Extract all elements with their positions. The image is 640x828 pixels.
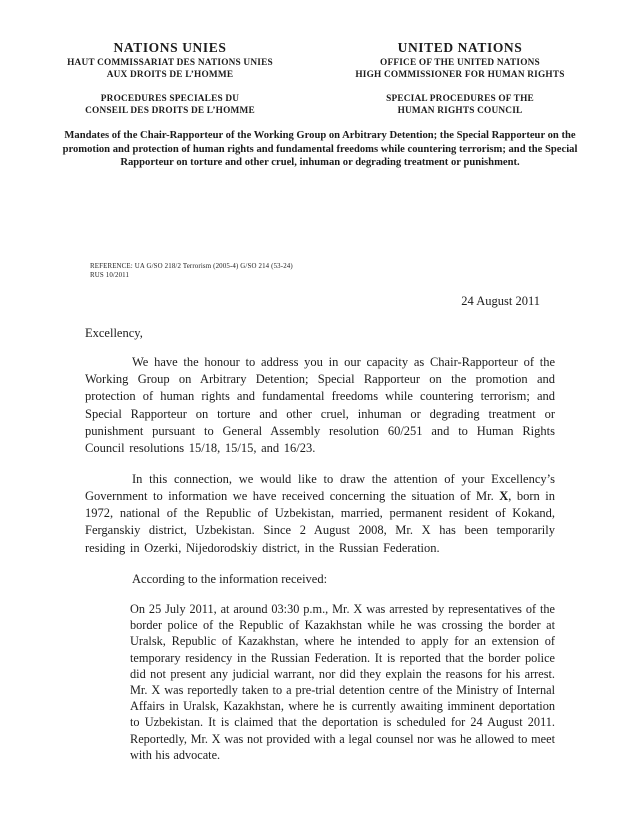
salutation: Excellency,: [85, 325, 143, 340]
letter-date: 24 August 2011: [461, 293, 540, 308]
paragraph-case-intro-seg2: , born in 1972, national of the Republic of Uzbekistan, married, permanent resident of Kokand, Ferganskiy district, Uzbekistan. Since 2 August 2008, Mr. X has been temporarily residing in Ozerki, Nijedorodskiy district, in the Russian Federation.: [85, 488, 555, 555]
paragraph-mandate-intro: We have the honour to address you in our capacity as Chair-Rapporteur of the Working Group on Arbitrary Detention; Special Rapporteur on the promotion and protection of human rights and fundamental freedoms while countering terrorism; and Special Rapporteur on torture and other cruel, inhuman or degrading treatment or punishment pursuant to General Assembly resolution 60/251 and to Human Rights Council resolutions 15/18, 15/15, and 16/23.: [85, 354, 555, 456]
letterhead-french-title: NATIONS UNIES: [113, 40, 227, 55]
letterhead-english-title: UNITED NATIONS: [397, 40, 523, 55]
letterhead-english-sub4: HUMAN RIGHTS COUNCIL: [397, 105, 523, 116]
letter-body: [0, 325, 640, 763]
letterhead-english-sub3: SPECIAL PROCEDURES OF THE: [386, 94, 534, 104]
allegation-paragraph: On 25 July 2011, at around 03:30 p.m., Mr. X was arrested by representatives of the border police of the Republic of Kazakhstan while he was crossing the border at Uralsk, Republic of Kazakhstan, where he intended to apply for an extension of temporary residency in the Russian Federation. It is reported that the border police did not present any judicial warrant, nor did they explain the reasons for his arrest. Mr. X was reportedly taken to a pre-trial detention centre of the Ministry of Internal Affairs in Uralsk, Kazakhstan, where he is currently awaiting imminent deportation to Uzbekistan. It is claimed that the deportation is scheduled for 24 August 2011. Reportedly, Mr. X was not provided with a legal counsel nor was he allowed to meet with his advocate.: [130, 602, 555, 762]
letterhead-english-sub2: HIGH COMMISSIONER FOR HUMAN RIGHTS: [355, 69, 565, 80]
letterhead-french-sub3: PROCEDURES SPECIALES DU: [100, 94, 240, 104]
paragraph-case-intro: [85, 471, 555, 557]
reference-line1: REFERENCE: UA G/SO 218/2 Terrorism (2005-4) G/SO 214 (53-24): [90, 262, 293, 270]
mandates-statement: Mandates of the Chair-Rapporteur of the Working Group on Arbitrary Detention; the Special Rapporteur on the promotion and protection of human rights and fundamental freedoms while countering terrorism; and the Special Rapporteur on torture and other cruel, inhuman or degrading treatment or punishment.: [62, 130, 578, 169]
letterhead-english: [322, 40, 598, 117]
paragraph-case-intro-seg1: In this connection, we would like to draw the attention of your Excellency’s Government to information we have received concerning the situation of Mr.: [85, 471, 555, 503]
subject-name: X: [499, 488, 509, 503]
reference-block: [90, 262, 640, 280]
letterhead-french-sub1: HAUT COMMISSARIAT DES NATIONS UNIES: [67, 58, 273, 68]
information-lead-in: According to the information received:: [132, 572, 328, 587]
letterhead-french: [42, 40, 298, 117]
letterhead: [0, 0, 640, 117]
letterhead-english-sub1: OFFICE OF THE UNITED NATIONS: [380, 58, 540, 68]
reference-line2: RUS 10/2011: [90, 271, 130, 279]
letterhead-french-sub2: AUX DROITS DE L’HOMME: [106, 69, 234, 80]
letterhead-french-sub4: CONSEIL DES DROITS DE L’HOMME: [85, 105, 255, 116]
